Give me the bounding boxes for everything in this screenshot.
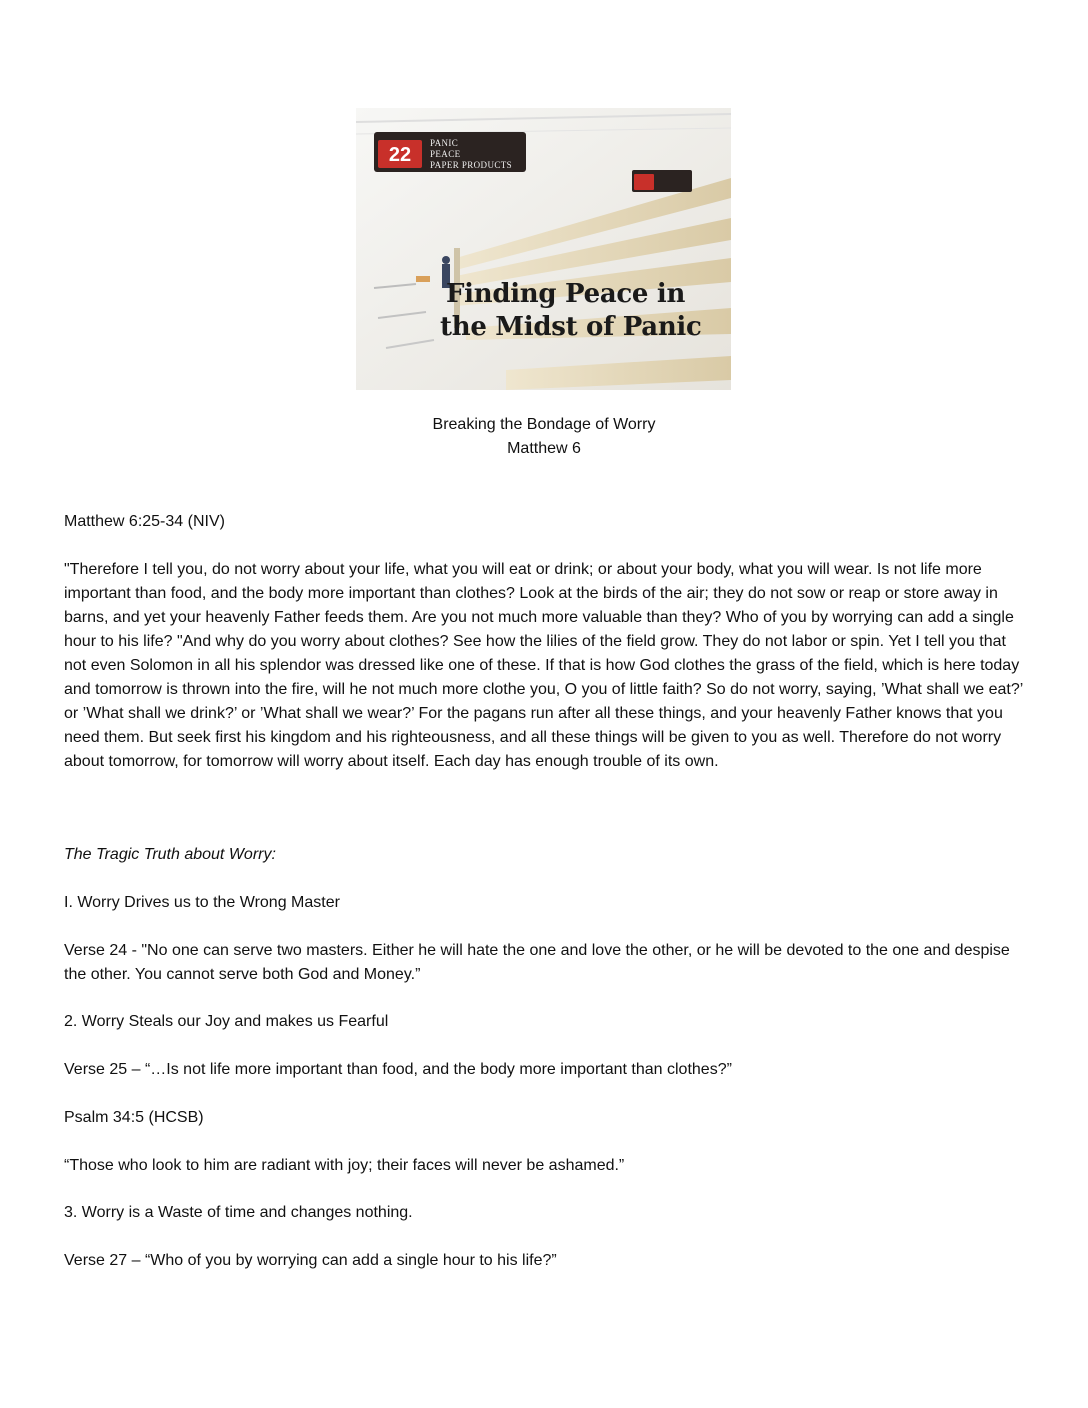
point-2-quote: “Those who look to him are radiant with joy; their faces will never be ashamed.” (64, 1157, 625, 1174)
point-3-verse: Verse 27 – “Who of you by worrying can add a single hour to his life?” (64, 1252, 557, 1269)
section-title: The Tragic Truth about Worry: (64, 846, 276, 863)
point-2-reference: Psalm 34:5 (HCSB) (64, 1109, 204, 1126)
passage-reference: Matthew 6:25-34 (NIV) (64, 513, 225, 530)
point-2-title: 2. Worry Steals our Joy and makes us Fearful (64, 1013, 389, 1030)
passage-text: "Therefore I tell you, do not worry about your life, what you will eat or drink; or about your body, what you will wear. Is not life more important than food, and the body more important than clothes? Look at the birds of the air; they do not sow or reap or store away in barns, and yet your heavenly Father feeds them. Are you not much more valuable than they? Who of you by worrying can add a single hour to his life? "And why do you worry about clothes? See how the lilies of the field grow. They do not labor or spin. Yet I tell you that not even Solomon in all his splendor was dressed like one of these. If that is how God clothes the grass of the field, which is here today and tomorrow is thrown into the fire, will he not much more clothe you, O you of little faith? So do not worry, saying, ’What shall we eat?’ or ’What shall we drink?’ or ’What shall we wear?’ For the pagans run after all these things, and your heavenly Father knows that you need them. But seek first his kingdom and his righteousness, and all these things will be given to you as well. Therefore do not worry about tomorrow, for tomorrow will worry about itself. Each day has enough trouble of its own. (64, 561, 1023, 770)
point-1-verse: Verse 24 - "No one can serve two masters. Either he will hate the one and love the other, or he will be devoted to the one and despise the other. You cannot serve both God and Money.” (64, 942, 1010, 983)
aisle-sign-text: PANIC PEACE PAPER PRODUCTS (430, 138, 513, 170)
page-subtitle: Matthew 6 (507, 440, 581, 457)
page-title: Breaking the Bondage of Worry (432, 416, 656, 433)
point-3-title: 3. Worry is a Waste of time and changes nothing. (64, 1204, 413, 1221)
point-2-verse: Verse 25 – “…Is not life more important than food, and the body more important than clothes?” (64, 1061, 732, 1078)
hero-image (356, 108, 731, 390)
aisle-number: 22 (388, 144, 412, 166)
point-1-title: I. Worry Drives us to the Wrong Master (64, 894, 340, 911)
page-heading (0, 413, 1088, 461)
hero-title: Finding Peace in the Midst of Panic (440, 279, 702, 342)
